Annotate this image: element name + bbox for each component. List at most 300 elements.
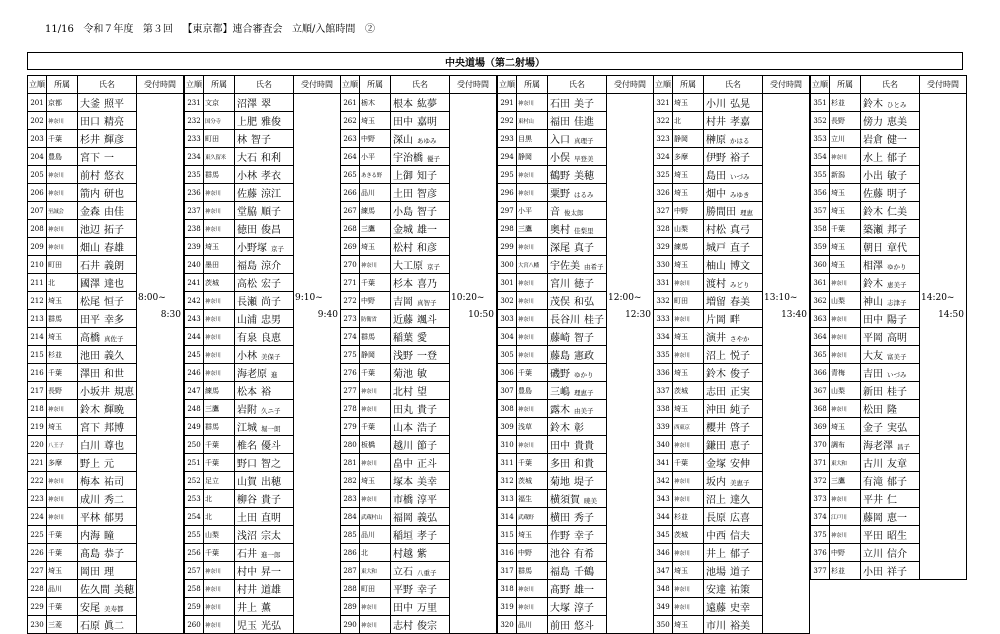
person-name [704,472,763,490]
given-name: 信介 [887,549,907,560]
affiliation: 埼玉 [673,94,704,112]
row-number: 359 [811,238,830,256]
given-name: 直子 [730,243,750,254]
given-name: 達久 [730,495,750,506]
given-name: 美幸 [417,477,437,488]
given-name: 拓子 [104,225,124,236]
row-number: 306 [498,364,517,382]
family-name: 土田 [237,513,257,524]
affiliation: 長野 [47,382,78,400]
row-number: 311 [498,454,517,472]
person-name [235,544,294,562]
roster-block [340,75,497,634]
family-name: 小林 [237,351,257,362]
row-number: 371 [811,454,830,472]
family-name: 松村 [393,243,413,254]
affiliation: 埼玉 [673,400,704,418]
family-name: 安尾 [80,603,100,614]
affiliation: 中野 [360,130,391,148]
row-number: 369 [811,418,830,436]
person-name [235,148,294,166]
row-number: 244 [185,328,204,346]
affiliation: 神奈川 [204,562,235,580]
reception-time-start: 10:20~ [451,293,485,303]
family-name: 長原 [706,513,726,524]
row-number: 269 [341,238,360,256]
family-name: 山賀 [237,477,257,488]
row-number: 251 [185,454,204,472]
row-number: 238 [185,220,204,238]
affiliation: 青梅 [830,364,861,382]
row-number: 361 [811,274,830,292]
family-name: 髙島 [80,549,100,560]
affiliation: 神奈川 [830,400,861,418]
header-sheet: ② [364,24,375,35]
family-name: 有泉 [237,333,257,344]
person-name [548,580,607,598]
given-name: 照平 [104,99,124,110]
reception-time-end: 12:30 [625,310,651,320]
person-name [235,274,294,292]
affiliation: 埼玉 [673,364,704,382]
affiliation: 町田 [673,292,704,310]
row-number: 217 [28,382,47,400]
given-name: 堀一朗 [261,425,281,433]
family-name: 箭内 [80,189,100,200]
person-name [78,364,137,382]
family-name: 池場 [706,567,726,578]
given-name: 秀二 [104,495,124,506]
family-name: 宮川 [550,279,570,290]
person-name [78,130,137,148]
person-name [391,544,450,562]
family-name: 村井 [706,117,726,128]
given-name: 昭生 [887,531,907,542]
family-name: 田平 [80,315,100,326]
given-name: 郁男 [104,513,124,524]
given-name: 明子 [887,189,907,200]
person-name [861,238,920,256]
row-number: 353 [811,130,830,148]
affiliation: 品川 [360,184,391,202]
roster-table [497,75,654,634]
family-name: 大塚 [550,603,570,614]
affiliation: 神奈川 [830,274,861,292]
family-name: 村中 [237,567,257,578]
affiliation: 三菱 [47,616,78,634]
family-name: 鈴木 [863,99,883,110]
family-name: 髙野 [550,585,570,596]
given-name: 友章 [887,459,907,470]
person-name [78,238,137,256]
reception-time-end: 9:40 [317,310,338,320]
row-number: 226 [28,544,47,562]
affiliation: 杉並 [47,346,78,364]
given-name: 恵子 [730,441,750,452]
affiliation: 神奈川 [517,436,548,454]
given-name: 淳子 [574,603,594,614]
affiliation: 東久留米 [204,148,235,166]
row-number: 266 [341,184,360,202]
family-name: 杉本 [393,279,413,290]
given-name: 悦子 [730,351,750,362]
reception-time-end: 13:40 [781,310,807,320]
given-name: 出穂 [261,477,281,488]
row-number: 338 [654,400,673,418]
affiliation: 品川 [360,526,391,544]
row-number: 320 [498,616,517,634]
row-number: 272 [341,292,360,310]
affiliation: 群馬 [360,328,391,346]
given-name: 尚子 [261,297,281,308]
given-name: はるみ [574,191,594,199]
family-name: 浅野 [393,351,413,362]
person-name [548,184,607,202]
family-name: 櫻井 [706,423,726,434]
row-number: 364 [811,328,830,346]
family-name: 平井 [863,495,883,506]
person-name [861,454,920,472]
given-name: 純子 [730,405,750,416]
family-name: 金子 [863,423,883,434]
row-number: 334 [654,328,673,346]
given-name: 郁子 [887,477,907,488]
family-name: 水上 [863,153,883,164]
row-number: 270 [341,256,360,274]
person-name [391,436,450,454]
affiliation: 千葉 [204,544,235,562]
family-name: 立川 [863,549,883,560]
row-number: 259 [185,598,204,616]
given-name: 真智子 [417,299,437,307]
affiliation: 神奈川 [517,238,548,256]
row-number: 263 [341,130,360,148]
family-name: 前田 [550,621,570,632]
row-number: 343 [654,490,673,508]
family-name: 小川 [706,99,726,110]
given-name: 紫 [417,549,427,560]
person-name [235,580,294,598]
given-name: 桂子 [584,315,604,326]
roster-table [810,75,967,580]
affiliation: 神奈川 [673,490,704,508]
person-name [78,598,137,616]
given-name: 郁子 [887,153,907,164]
family-name: 稲葉 [393,333,413,344]
affiliation: 神奈川 [517,580,548,598]
given-name: 俊太郎 [564,209,584,217]
given-name: 実弘 [887,423,907,434]
affiliation: 神奈川 [204,220,235,238]
row-number: 267 [341,202,360,220]
given-name: 順子 [261,207,281,218]
affiliation: 三鷹 [830,472,861,490]
family-name: 小野塚 [237,243,267,254]
table-header-row [811,76,967,94]
affiliation: 杉並 [830,94,861,112]
given-name: 邦博 [104,423,124,434]
family-name: 平野 [393,585,413,596]
affiliation: 群馬 [47,310,78,328]
reception-time-cell [294,94,341,634]
row-number: 362 [811,292,830,310]
given-name: いづみ [730,173,750,181]
given-name: 淳平 [417,495,437,506]
given-name: 孝嘉 [730,117,750,128]
person-name [78,562,137,580]
affiliation: 北 [360,544,391,562]
given-name: 裕美 [730,621,750,632]
given-name: 安伸 [730,459,750,470]
row-number: 253 [185,490,204,508]
person-name [235,526,294,544]
row-number: 367 [811,382,830,400]
given-name: 瞳 [104,531,114,542]
family-name: 宇佐美 [550,261,580,272]
person-name [548,202,607,220]
row-number: 282 [341,472,360,490]
column-header-name: 氏名 [548,76,607,94]
family-name: 伊野 [706,153,726,164]
row-number: 230 [28,616,47,634]
given-name: 早登美 [574,155,594,163]
person-name [704,544,763,562]
row-number: 234 [185,148,204,166]
affiliation: 神奈川 [360,454,391,472]
reception-time-cell [920,94,967,580]
affiliation: 神奈川 [47,400,78,418]
person-name [391,220,450,238]
person-name [78,454,137,472]
affiliation: 神奈川 [360,616,391,634]
row-number: 258 [185,580,204,598]
roster-table [340,75,497,634]
family-name: 田中 [393,117,413,128]
given-name: 真理子 [574,137,594,145]
person-name [391,616,450,634]
given-name: 輝晩 [104,405,124,416]
row-number: 345 [654,526,673,544]
family-name: 菊池 [393,369,413,380]
person-name [704,202,763,220]
family-name: 鈴木 [80,405,100,416]
affiliation: 立川 [830,130,861,148]
column-header-aff: 所属 [517,76,548,94]
affiliation: 福生 [517,490,548,508]
given-name: 祐司 [104,477,124,488]
person-name [548,148,607,166]
row-number: 295 [498,166,517,184]
person-name [235,616,294,634]
family-name: 越川 [393,441,413,452]
given-name: 佳梨里 [574,227,594,235]
row-number: 318 [498,580,517,598]
family-name: 福岡 [393,513,413,524]
row-number: 332 [654,292,673,310]
person-name [861,490,920,508]
row-number: 239 [185,238,204,256]
row-number: 360 [811,256,830,274]
given-name: 郁子 [730,549,750,560]
family-name: 金城 [393,225,413,236]
row-number: 228 [28,580,47,598]
family-name: 林 [237,135,247,146]
person-name [861,562,920,580]
row-number: 339 [654,418,673,436]
affiliation: 中野 [673,202,704,220]
family-name: 深山 [393,135,413,146]
row-number: 256 [185,544,204,562]
given-name: 由佳 [104,207,124,218]
person-name [391,580,450,598]
given-name: 由希子 [584,263,604,271]
family-name: 音 [550,207,560,218]
given-name: 弘晃 [730,99,750,110]
roster-block [653,75,810,634]
given-name: みゆき [730,191,750,199]
family-name: 岩附 [237,405,257,416]
affiliation: 茨城 [204,274,235,292]
affiliation: 三鷹 [517,220,548,238]
given-name: 宏子 [261,279,281,290]
family-name: 柚山 [706,261,726,272]
roster-block [27,75,184,634]
person-name [548,490,607,508]
family-name: 海老澤 [863,441,893,452]
family-name: 片岡 [706,315,726,326]
column-header-no: 立順 [654,76,673,94]
row-number: 273 [341,310,360,328]
row-number: 215 [28,346,47,364]
affiliation: 神奈川 [673,544,704,562]
family-name: 村越 [393,549,413,560]
family-name: 榊原 [706,135,726,146]
row-number: 358 [811,220,830,238]
given-name: 祥子 [887,567,907,578]
given-name: 博文 [730,261,750,272]
affiliation: 茨城 [673,382,704,400]
given-name: 万里 [417,603,437,614]
family-name: 徳田 [237,225,257,236]
affiliation: 神奈川 [830,490,861,508]
family-name: 傍力 [863,117,883,128]
family-name: 宇治橋 [393,153,423,164]
row-number: 202 [28,112,47,130]
row-number: 255 [185,526,204,544]
affiliation: 神奈川 [47,238,78,256]
affiliation: 埼玉 [673,256,704,274]
affiliation: 八王子 [47,436,78,454]
family-name: 沼澤 [237,99,257,110]
affiliation: 千葉 [360,274,391,292]
given-name: 智子 [417,207,437,218]
given-name: 仁美 [887,207,907,218]
family-name: 小俣 [550,153,570,164]
given-name: 美保子 [261,353,281,361]
row-number: 233 [185,130,204,148]
given-name: 裕 [261,387,271,398]
given-name: 喜乃 [417,279,437,290]
person-name [548,346,607,364]
given-name: 真子 [574,243,594,254]
given-name: 有希 [574,549,594,560]
affiliation: 西東京 [673,418,704,436]
given-name: 浩子 [417,423,437,434]
family-name: 浅沼 [237,531,257,542]
given-name: 優斗 [261,441,281,452]
person-name [548,166,607,184]
family-name: 深尾 [550,243,570,254]
given-name: かはる [730,137,750,145]
row-number: 285 [341,526,360,544]
row-number: 264 [341,148,360,166]
person-name [861,346,920,364]
row-number: 229 [28,598,47,616]
given-name: 孝衣 [261,171,281,182]
affiliation: 浅草 [517,418,548,436]
affiliation: 神奈川 [47,508,78,526]
person-name [235,328,294,346]
reception-time-start: 9:10~ [295,293,323,303]
person-name [861,220,920,238]
person-name [548,310,607,328]
row-number: 299 [498,238,517,256]
family-name: 椎名 [237,441,257,452]
affiliation: 神奈川 [360,256,391,274]
family-name: 宮下 [80,423,100,434]
person-name [391,382,450,400]
person-name [548,454,607,472]
family-name: 中西 [706,531,726,542]
person-name [235,94,294,112]
column-header-time: 受付時間 [607,76,654,94]
row-number: 213 [28,310,47,328]
family-name: 藤島 [550,351,570,362]
person-name [548,472,607,490]
family-name: 菊地 [550,477,570,488]
row-number: 349 [654,598,673,616]
row-number: 370 [811,436,830,454]
family-name: 志田 [706,387,726,398]
person-name [78,166,137,184]
person-name [235,418,294,436]
row-number: 248 [185,400,204,418]
affiliation: 神奈川 [517,400,548,418]
person-name [548,238,607,256]
row-number: 204 [28,148,47,166]
row-number: 279 [341,418,360,436]
affiliation: 練馬 [360,202,391,220]
row-number: 245 [185,346,204,364]
person-name [704,454,763,472]
family-name: 佐藤 [863,189,883,200]
person-name [861,472,920,490]
row-number: 254 [185,508,204,526]
person-name [391,508,450,526]
row-number: 307 [498,382,517,400]
row-number: 241 [185,274,204,292]
given-name: 紘夢 [417,99,437,110]
row-number: 331 [654,274,673,292]
family-name: 小林 [237,171,257,182]
family-name: 市橋 [393,495,413,506]
family-name: 藤岡 [863,513,883,524]
given-name: 智子 [574,333,594,344]
roster-table [27,75,184,634]
given-name: 史幸 [730,603,750,614]
row-number: 346 [654,544,673,562]
row-number: 308 [498,400,517,418]
